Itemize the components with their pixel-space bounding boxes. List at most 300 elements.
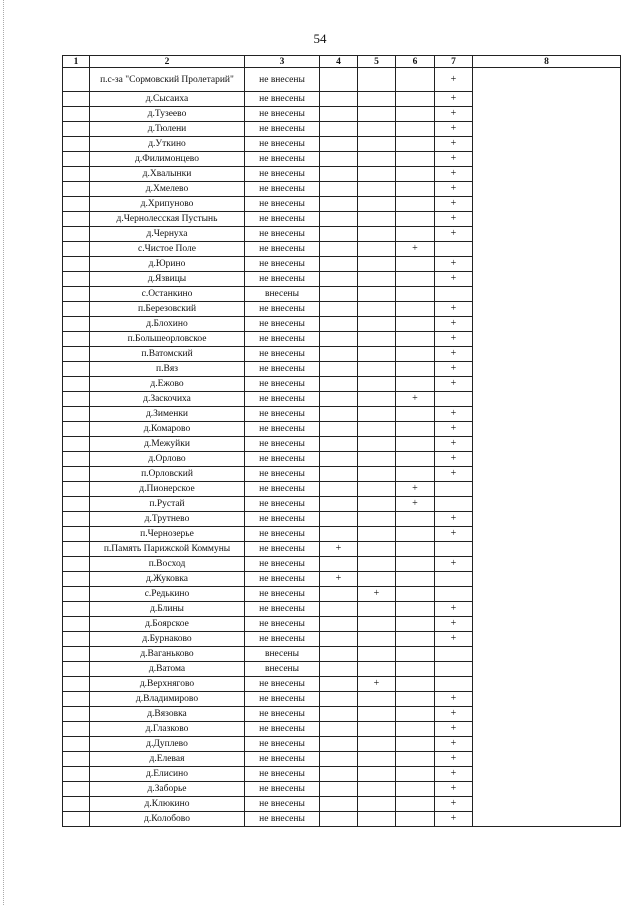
data-status-cell: не внесены xyxy=(245,497,320,512)
data-status-cell: не внесены xyxy=(245,467,320,482)
cell-col1 xyxy=(63,812,90,827)
settlement-name-cell: д.Тузеево xyxy=(90,107,245,122)
data-status-cell: не внесены xyxy=(245,227,320,242)
mark-cell-col6 xyxy=(396,167,435,182)
data-status-cell: не внесены xyxy=(245,347,320,362)
mark-cell-col7: + xyxy=(435,272,473,287)
mark-cell-col4 xyxy=(320,152,358,167)
mark-cell-col6 xyxy=(396,332,435,347)
mark-cell-col4 xyxy=(320,677,358,692)
mark-cell-col6 xyxy=(396,152,435,167)
mark-cell-col5 xyxy=(358,467,396,482)
cell-col1 xyxy=(63,332,90,347)
data-status-cell: не внесены xyxy=(245,242,320,257)
settlement-name-cell: д.Колобово xyxy=(90,812,245,827)
settlement-name-cell: д.Ежово xyxy=(90,377,245,392)
mark-cell-col7: + xyxy=(435,752,473,767)
mark-cell-col4 xyxy=(320,602,358,617)
data-status-cell: не внесены xyxy=(245,392,320,407)
data-status-cell: не внесены xyxy=(245,272,320,287)
mark-cell-col5 xyxy=(358,272,396,287)
cell-col1 xyxy=(63,317,90,332)
mark-cell-col6 xyxy=(396,692,435,707)
mark-cell-col4 xyxy=(320,377,358,392)
mark-cell-col4 xyxy=(320,302,358,317)
mark-cell-col6 xyxy=(396,542,435,557)
mark-cell-col7 xyxy=(435,587,473,602)
cell-col1 xyxy=(63,347,90,362)
mark-cell-col5 xyxy=(358,152,396,167)
mark-cell-col5 xyxy=(358,812,396,827)
mark-cell-col7 xyxy=(435,647,473,662)
mark-cell-col5 xyxy=(358,182,396,197)
mark-cell-col7: + xyxy=(435,152,473,167)
cell-col1 xyxy=(63,377,90,392)
mark-cell-col5 xyxy=(358,407,396,422)
mark-cell-col7: + xyxy=(435,737,473,752)
cell-col1 xyxy=(63,467,90,482)
settlement-name-cell: п.Рустай xyxy=(90,497,245,512)
data-status-cell: не внесены xyxy=(245,212,320,227)
mark-cell-col7: + xyxy=(435,257,473,272)
cell-col1 xyxy=(63,542,90,557)
mark-cell-col6 xyxy=(396,797,435,812)
settlements-table xyxy=(62,55,621,827)
mark-cell-col4 xyxy=(320,68,358,92)
mark-cell-col7: + xyxy=(435,557,473,572)
mark-cell-col4 xyxy=(320,362,358,377)
cell-col1 xyxy=(63,107,90,122)
cell-col1 xyxy=(63,227,90,242)
settlement-name-cell: д.Хмелево xyxy=(90,182,245,197)
mark-cell-col5 xyxy=(358,107,396,122)
mark-cell-col5 xyxy=(358,617,396,632)
data-status-cell: не внесены xyxy=(245,572,320,587)
mark-cell-col6 xyxy=(396,557,435,572)
settlement-name-cell: д.Пионерское xyxy=(90,482,245,497)
settlement-name-cell: д.Елисино xyxy=(90,767,245,782)
settlement-name-cell: д.Блохино xyxy=(90,317,245,332)
mark-cell-col5 xyxy=(358,527,396,542)
data-status-cell: не внесены xyxy=(245,722,320,737)
mark-cell-col5: + xyxy=(358,587,396,602)
mark-cell-col5 xyxy=(358,662,396,677)
data-status-cell: не внесены xyxy=(245,512,320,527)
settlement-name-cell: д.Елевая xyxy=(90,752,245,767)
data-status-cell: не внесены xyxy=(245,407,320,422)
mark-cell-col5 xyxy=(358,542,396,557)
data-status-cell: не внесены xyxy=(245,182,320,197)
cell-col1 xyxy=(63,767,90,782)
data-status-cell: не внесены xyxy=(245,122,320,137)
data-status-cell: не внесены xyxy=(245,677,320,692)
data-status-cell: не внесены xyxy=(245,137,320,152)
mark-cell-col4 xyxy=(320,512,358,527)
cell-col1 xyxy=(63,92,90,107)
mark-cell-col5 xyxy=(358,92,396,107)
mark-cell-col5 xyxy=(358,122,396,137)
cell-col1 xyxy=(63,407,90,422)
mark-cell-col5 xyxy=(358,737,396,752)
mark-cell-col5 xyxy=(358,647,396,662)
mark-cell-col6 xyxy=(396,782,435,797)
mark-cell-col6 xyxy=(396,752,435,767)
mark-cell-col7: + xyxy=(435,362,473,377)
mark-cell-col4 xyxy=(320,812,358,827)
mark-cell-col4 xyxy=(320,392,358,407)
table-row xyxy=(63,68,621,92)
mark-cell-col4 xyxy=(320,737,358,752)
mark-cell-col4 xyxy=(320,557,358,572)
data-status-cell: не внесены xyxy=(245,197,320,212)
data-status-cell: не внесены xyxy=(245,302,320,317)
mark-cell-col6 xyxy=(396,812,435,827)
mark-cell-col4 xyxy=(320,167,358,182)
cell-col1 xyxy=(63,752,90,767)
cell-col1 xyxy=(63,512,90,527)
settlement-name-cell: д.Блины xyxy=(90,602,245,617)
mark-cell-col4 xyxy=(320,92,358,107)
data-status-cell: не внесены xyxy=(245,797,320,812)
mark-cell-col6 xyxy=(396,527,435,542)
column-header-8: 8 xyxy=(473,56,621,68)
cell-col1 xyxy=(63,452,90,467)
mark-cell-col7: + xyxy=(435,437,473,452)
settlement-name-cell: д.Глазково xyxy=(90,722,245,737)
mark-cell-col4 xyxy=(320,422,358,437)
mark-cell-col7: + xyxy=(435,692,473,707)
header-row xyxy=(63,56,621,68)
mark-cell-col7: + xyxy=(435,512,473,527)
settlement-name-cell: д.Дуплево xyxy=(90,737,245,752)
settlement-name-cell: д.Вязовка xyxy=(90,707,245,722)
table-body xyxy=(63,68,621,827)
mark-cell-col4: + xyxy=(320,542,358,557)
settlement-name-cell: п.Память Парижской Коммуны xyxy=(90,542,245,557)
column-header-6: 6 xyxy=(396,56,435,68)
mark-cell-col6 xyxy=(396,467,435,482)
settlement-name-cell: п.Ватомский xyxy=(90,347,245,362)
settlement-name-cell: п.Березовский xyxy=(90,302,245,317)
mark-cell-col6 xyxy=(396,212,435,227)
settlement-name-cell: д.Жуковка xyxy=(90,572,245,587)
cell-col1 xyxy=(63,422,90,437)
cell-col1 xyxy=(63,482,90,497)
mark-cell-col6 xyxy=(396,602,435,617)
mark-cell-col7 xyxy=(435,287,473,302)
mark-cell-col4 xyxy=(320,437,358,452)
scan-edge-line xyxy=(3,0,4,905)
data-status-cell: не внесены xyxy=(245,92,320,107)
mark-cell-col6: + xyxy=(396,242,435,257)
mark-cell-col5 xyxy=(358,437,396,452)
mark-cell-col6 xyxy=(396,617,435,632)
data-status-cell: не внесены xyxy=(245,107,320,122)
mark-cell-col7: + xyxy=(435,707,473,722)
settlement-name-cell: д.Комарово xyxy=(90,422,245,437)
mark-cell-col6 xyxy=(396,182,435,197)
mark-cell-col7: + xyxy=(435,122,473,137)
mark-cell-col6 xyxy=(396,662,435,677)
mark-cell-col6: + xyxy=(396,497,435,512)
mark-cell-col4 xyxy=(320,272,358,287)
settlement-name-cell: с.Редькино xyxy=(90,587,245,602)
data-status-cell: не внесены xyxy=(245,602,320,617)
mark-cell-col7: + xyxy=(435,797,473,812)
mark-cell-col5 xyxy=(358,242,396,257)
settlement-name-cell: д.Ватома xyxy=(90,662,245,677)
mark-cell-col6 xyxy=(396,572,435,587)
mark-cell-col6 xyxy=(396,257,435,272)
mark-cell-col7: + xyxy=(435,167,473,182)
mark-cell-col5 xyxy=(358,482,396,497)
mark-cell-col7: + xyxy=(435,782,473,797)
mark-cell-col4 xyxy=(320,107,358,122)
mark-cell-col4 xyxy=(320,527,358,542)
mark-cell-col5 xyxy=(358,512,396,527)
mark-cell-col7: + xyxy=(435,107,473,122)
data-status-cell: не внесены xyxy=(245,812,320,827)
settlement-name-cell: п.с-за "Сормовский Пролетарий" xyxy=(90,68,245,92)
column-header-2: 2 xyxy=(90,56,245,68)
settlement-name-cell: д.Чернолесская Пустынь xyxy=(90,212,245,227)
mark-cell-col5 xyxy=(358,797,396,812)
data-status-cell: не внесены xyxy=(245,617,320,632)
mark-cell-col5 xyxy=(358,197,396,212)
data-status-cell: внесены xyxy=(245,647,320,662)
mark-cell-col6 xyxy=(396,422,435,437)
mark-cell-col6 xyxy=(396,362,435,377)
mark-cell-col5 xyxy=(358,287,396,302)
mark-cell-col4 xyxy=(320,317,358,332)
mark-cell-col4 xyxy=(320,797,358,812)
mark-cell-col6 xyxy=(396,737,435,752)
mark-cell-col5 xyxy=(358,257,396,272)
mark-cell-col7: + xyxy=(435,377,473,392)
mark-cell-col6 xyxy=(396,512,435,527)
mark-cell-col4 xyxy=(320,242,358,257)
settlement-name-cell: д.Юрино xyxy=(90,257,245,272)
cell-col1 xyxy=(63,122,90,137)
settlement-name-cell: п.Орловский xyxy=(90,467,245,482)
data-status-cell: не внесены xyxy=(245,332,320,347)
mark-cell-col4 xyxy=(320,692,358,707)
mark-cell-col7: + xyxy=(435,137,473,152)
mark-cell-col6 xyxy=(396,302,435,317)
mark-cell-col5 xyxy=(358,722,396,737)
mark-cell-col6 xyxy=(396,587,435,602)
settlement-name-cell: д.Заборье xyxy=(90,782,245,797)
cell-col1 xyxy=(63,617,90,632)
settlement-name-cell: с.Чистое Поле xyxy=(90,242,245,257)
mark-cell-col5 xyxy=(358,602,396,617)
mark-cell-col5 xyxy=(358,377,396,392)
settlement-name-cell: д.Владимирово xyxy=(90,692,245,707)
mark-cell-col7: + xyxy=(435,617,473,632)
mark-cell-col4 xyxy=(320,647,358,662)
settlement-name-cell: п.Вяз xyxy=(90,362,245,377)
data-status-cell: не внесены xyxy=(245,167,320,182)
mark-cell-col4 xyxy=(320,752,358,767)
mark-cell-col7: + xyxy=(435,302,473,317)
cell-col1 xyxy=(63,602,90,617)
data-status-cell: не внесены xyxy=(245,707,320,722)
data-status-cell: не внесены xyxy=(245,152,320,167)
settlement-name-cell: с.Останкино xyxy=(90,287,245,302)
mark-cell-col6 xyxy=(396,317,435,332)
mark-cell-col5 xyxy=(358,317,396,332)
mark-cell-col4 xyxy=(320,482,358,497)
mark-cell-col7: + xyxy=(435,632,473,647)
mark-cell-col5 xyxy=(358,752,396,767)
settlement-name-cell: д.Боярское xyxy=(90,617,245,632)
mark-cell-col6: + xyxy=(396,482,435,497)
settlement-name-cell: д.Тюлени xyxy=(90,122,245,137)
cell-col1 xyxy=(63,797,90,812)
mark-cell-col5 xyxy=(358,167,396,182)
mark-cell-col4 xyxy=(320,287,358,302)
settlement-name-cell: д.Бурнаково xyxy=(90,632,245,647)
mark-cell-col5: + xyxy=(358,677,396,692)
mark-cell-col4: + xyxy=(320,572,358,587)
settlement-name-cell: п.Большеорловское xyxy=(90,332,245,347)
data-status-cell: не внесены xyxy=(245,422,320,437)
cell-col1 xyxy=(63,242,90,257)
data-status-cell: не внесены xyxy=(245,752,320,767)
data-status-cell: не внесены xyxy=(245,317,320,332)
mark-cell-col7 xyxy=(435,242,473,257)
mark-cell-col7: + xyxy=(435,422,473,437)
mark-cell-col7: + xyxy=(435,452,473,467)
cell-col1 xyxy=(63,212,90,227)
mark-cell-col7: + xyxy=(435,317,473,332)
mark-cell-col6 xyxy=(396,632,435,647)
cell-col1 xyxy=(63,692,90,707)
cell-col1 xyxy=(63,632,90,647)
settlement-name-cell: д.Сысаиха xyxy=(90,92,245,107)
column-header-3: 3 xyxy=(245,56,320,68)
data-status-cell: не внесены xyxy=(245,767,320,782)
data-status-cell: не внесены xyxy=(245,542,320,557)
mark-cell-col7: + xyxy=(435,467,473,482)
cell-col1 xyxy=(63,272,90,287)
mark-cell-col6 xyxy=(396,767,435,782)
mark-cell-col6 xyxy=(396,197,435,212)
mark-cell-col5 xyxy=(358,137,396,152)
mark-cell-col4 xyxy=(320,122,358,137)
data-status-cell: не внесены xyxy=(245,527,320,542)
mark-cell-col4 xyxy=(320,632,358,647)
mark-cell-col7 xyxy=(435,392,473,407)
data-status-cell: не внесены xyxy=(245,632,320,647)
mark-cell-col5 xyxy=(358,707,396,722)
data-status-cell: внесены xyxy=(245,662,320,677)
mark-cell-col7: + xyxy=(435,227,473,242)
mark-cell-col4 xyxy=(320,662,358,677)
mark-cell-col7: + xyxy=(435,812,473,827)
mark-cell-col5 xyxy=(358,452,396,467)
mark-cell-col4 xyxy=(320,767,358,782)
mark-cell-col7: + xyxy=(435,212,473,227)
mark-cell-col5 xyxy=(358,632,396,647)
cell-col1 xyxy=(63,392,90,407)
data-status-cell: внесены xyxy=(245,287,320,302)
settlement-name-cell: д.Ваганьково xyxy=(90,647,245,662)
cell-col1 xyxy=(63,167,90,182)
column-header-4: 4 xyxy=(320,56,358,68)
mark-cell-col6 xyxy=(396,437,435,452)
mark-cell-col7: + xyxy=(435,68,473,92)
cell-col1 xyxy=(63,527,90,542)
mark-cell-col6 xyxy=(396,647,435,662)
cell-col1 xyxy=(63,557,90,572)
mark-cell-col4 xyxy=(320,227,358,242)
settlement-name-cell: д.Межуйки xyxy=(90,437,245,452)
mark-cell-col7 xyxy=(435,542,473,557)
mark-cell-col7 xyxy=(435,677,473,692)
mark-cell-col5 xyxy=(358,302,396,317)
mark-cell-col5 xyxy=(358,422,396,437)
mark-cell-col5 xyxy=(358,227,396,242)
data-status-cell: не внесены xyxy=(245,68,320,92)
mark-cell-col7: + xyxy=(435,332,473,347)
mark-cell-col7 xyxy=(435,497,473,512)
mark-cell-col6 xyxy=(396,407,435,422)
mark-cell-col7: + xyxy=(435,722,473,737)
mark-cell-col4 xyxy=(320,197,358,212)
cell-col1 xyxy=(63,362,90,377)
mark-cell-col5 xyxy=(358,332,396,347)
data-status-cell: не внесены xyxy=(245,362,320,377)
mark-cell-col7: + xyxy=(435,527,473,542)
settlement-name-cell: д.Орлово xyxy=(90,452,245,467)
mark-cell-col6 xyxy=(396,92,435,107)
mark-cell-col7 xyxy=(435,482,473,497)
cell-col1 xyxy=(63,572,90,587)
mark-cell-col6 xyxy=(396,677,435,692)
mark-cell-col4 xyxy=(320,452,358,467)
mark-cell-col7 xyxy=(435,572,473,587)
cell-col1 xyxy=(63,302,90,317)
mark-cell-col4 xyxy=(320,347,358,362)
mark-cell-col7: + xyxy=(435,602,473,617)
mark-cell-col6 xyxy=(396,347,435,362)
mark-cell-col6: + xyxy=(396,392,435,407)
settlement-name-cell: д.Язвицы xyxy=(90,272,245,287)
mark-cell-col6 xyxy=(396,707,435,722)
cell-col1 xyxy=(63,662,90,677)
mark-cell-col5 xyxy=(358,692,396,707)
cell-col1 xyxy=(63,197,90,212)
mark-cell-col5 xyxy=(358,767,396,782)
mark-cell-col4 xyxy=(320,497,358,512)
cell-col1 xyxy=(63,287,90,302)
cell-col1 xyxy=(63,437,90,452)
data-status-cell: не внесены xyxy=(245,587,320,602)
mark-cell-col4 xyxy=(320,617,358,632)
data-status-cell: не внесены xyxy=(245,692,320,707)
settlement-name-cell: д.Уткино xyxy=(90,137,245,152)
mark-cell-col4 xyxy=(320,587,358,602)
cell-col1 xyxy=(63,647,90,662)
cell-col8-merged xyxy=(473,68,621,827)
mark-cell-col5 xyxy=(358,392,396,407)
data-status-cell: не внесены xyxy=(245,482,320,497)
mark-cell-col6 xyxy=(396,722,435,737)
settlement-name-cell: д.Чернуха xyxy=(90,227,245,242)
column-header-7: 7 xyxy=(435,56,473,68)
cell-col1 xyxy=(63,707,90,722)
